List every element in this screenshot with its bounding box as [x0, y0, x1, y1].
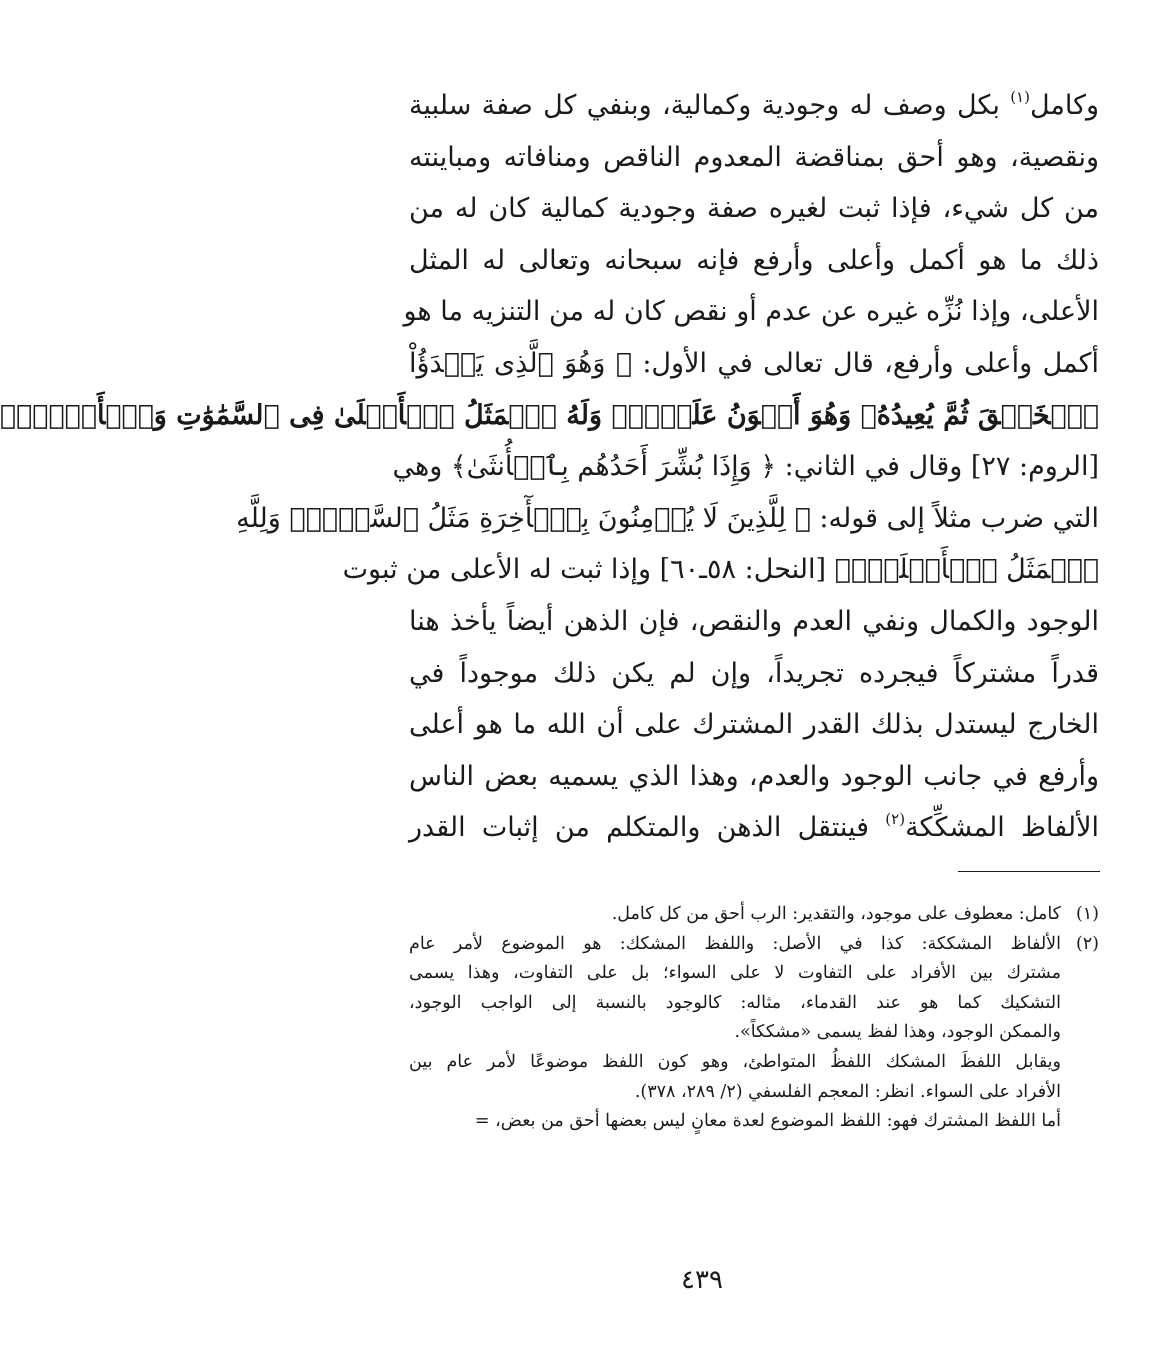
- footnote-2-line: أما اللفظ المشترك فهو: اللفظ الموضوع لعدة معانٍ ليس بعضها أحق من بعض، =: [474, 1111, 1061, 1132]
- footnote-text: كامل: معطوف على موجود، والتقدير: الرب أحق من كل كامل.: [611, 904, 1061, 924]
- text-line-15: الألفاظ المشكِّكة$^{(٢)}$ فينتقل الذهن والمتكلم من إثبات القدر: [409, 810, 1099, 844]
- footnote-ref-1[interactable]: (١): [1010, 88, 1030, 106]
- footnote-2-line: ويقابل اللفظَ المشكك اللفظُ المتواطئ، وهو كون اللفظ موضوعًا لأمر عام بين: [409, 1051, 1061, 1072]
- text-line-3: من كل شيء، فإذا ثبت لغيره صفة وجودية كمالية كان له من: [409, 193, 1099, 225]
- text-line-10: ٱلۡمَثَلُ ٱلۡأَعۡلَىٰۚ﴾ [النحل: ٥٨ـ٦٠] وإذا ثبت له الأعلى من ثبوت: [342, 554, 1099, 586]
- text-line-13: الخارج ليستدل بذلك القدر المشترك على أن الله ما هو أعلى: [409, 709, 1099, 741]
- text-line-8: [الروم: ٢٧] وقال في الثاني: ﴿ وَإِذَا بُشِّرَ أَحَدُهُم بِٱلۡأُنثَىٰ﴾ وهي: [392, 451, 1099, 483]
- text-line-11: الوجود والكمال ونفي العدم والنقص، فإن الذهن أيضاً يأخذ هنا: [409, 605, 1099, 637]
- footnote-number: (١): [1075, 904, 1099, 924]
- text-line-5: الأعلى، وإذا نُزِّه غيره عن عدم أو نقص كان له من التنزيه ما هو: [403, 296, 1099, 328]
- footnote-1: [409, 900, 1099, 930]
- text-line-2: ونقصية، وهو أحق بمناقضة المعدوم الناقص ومنافاته ومباينته: [409, 141, 1099, 173]
- footnotes: [409, 900, 1099, 1137]
- footnote-ref-2[interactable]: (٢): [885, 810, 906, 829]
- text-line-4: ذلك ما هو أكمل وأعلى وأرفع فإنه سبحانه وتعالى له المثل: [409, 244, 1099, 276]
- footnote-2: [409, 930, 1099, 960]
- footnote-separator: [958, 871, 1100, 872]
- quran-verse-line: ٱلۡخَلۡقَ ثُمَّ يُعِيدُهُۥ وَهُوَ أَهۡوَنُ عَلَيۡهِۚ وَلَهُ ٱلۡمَثَلُ ٱلۡأَعۡلَىٰ فِى ٱلسَّمَٰوَٰتِ وَٱلۡأَرۡضِۚ﴾: [0, 399, 1099, 431]
- footnote-number: (٢): [1075, 933, 1099, 954]
- footnote-text: الألفاظ المشككة: كذا في الأصل: واللفظ المشكك: هو الموضوع لأمر عام: [409, 933, 1061, 954]
- footnote-2-line: التشكيك كما هو عند القدماء، مثاله: كالوجود بالنسبة إلى الواجب الوجود،: [409, 992, 1061, 1013]
- text-line-12: قدراً مشتركاً فيجرده تجريداً، وإن لم يكن ذلك موجوداً في: [409, 657, 1099, 689]
- text-line-14: وأرفع في جانب الوجود والعدم، وهذا الذي يسميه بعض الناس: [409, 760, 1099, 792]
- text-line-6: أكمل وأعلى وأرفع، قال تعالى في الأول: ﴿ وَهُوَ ٱلَّذِى يَبۡدَؤُاْ: [409, 347, 1099, 379]
- text-line-9: التي ضرب مثلاً إلى قوله: ﴿ لِلَّذِينَ لَا يُؤۡمِنُونَ بِٱلۡأٓخِرَةِ مَثَلُ ٱلسَّوۡءِۖ وَلِلَّهِ: [236, 502, 1099, 534]
- main-text: [0, 80, 1099, 854]
- footnote-2-line: الأفراد على السواء. انظر: المعجم الفلسفي (٢/ ٢٨٩، ٣٧٨).: [634, 1081, 1061, 1102]
- footnote-2-line: والممكن الوجود، وهذا لفظ يسمى «مشككاً».: [734, 1022, 1061, 1043]
- footnote-2-line: مشترك بين الأفراد على التفاوت لا على السواء؛ بل على التفاوت، وهذا يسمى: [409, 963, 1061, 984]
- text-line-1: وكامل$^{(١)}$ بكل وصف له وجودية وكمالية، وبنفي كل صفة سلبية: [409, 88, 1099, 121]
- page-number: ٤٣٩: [681, 1265, 723, 1295]
